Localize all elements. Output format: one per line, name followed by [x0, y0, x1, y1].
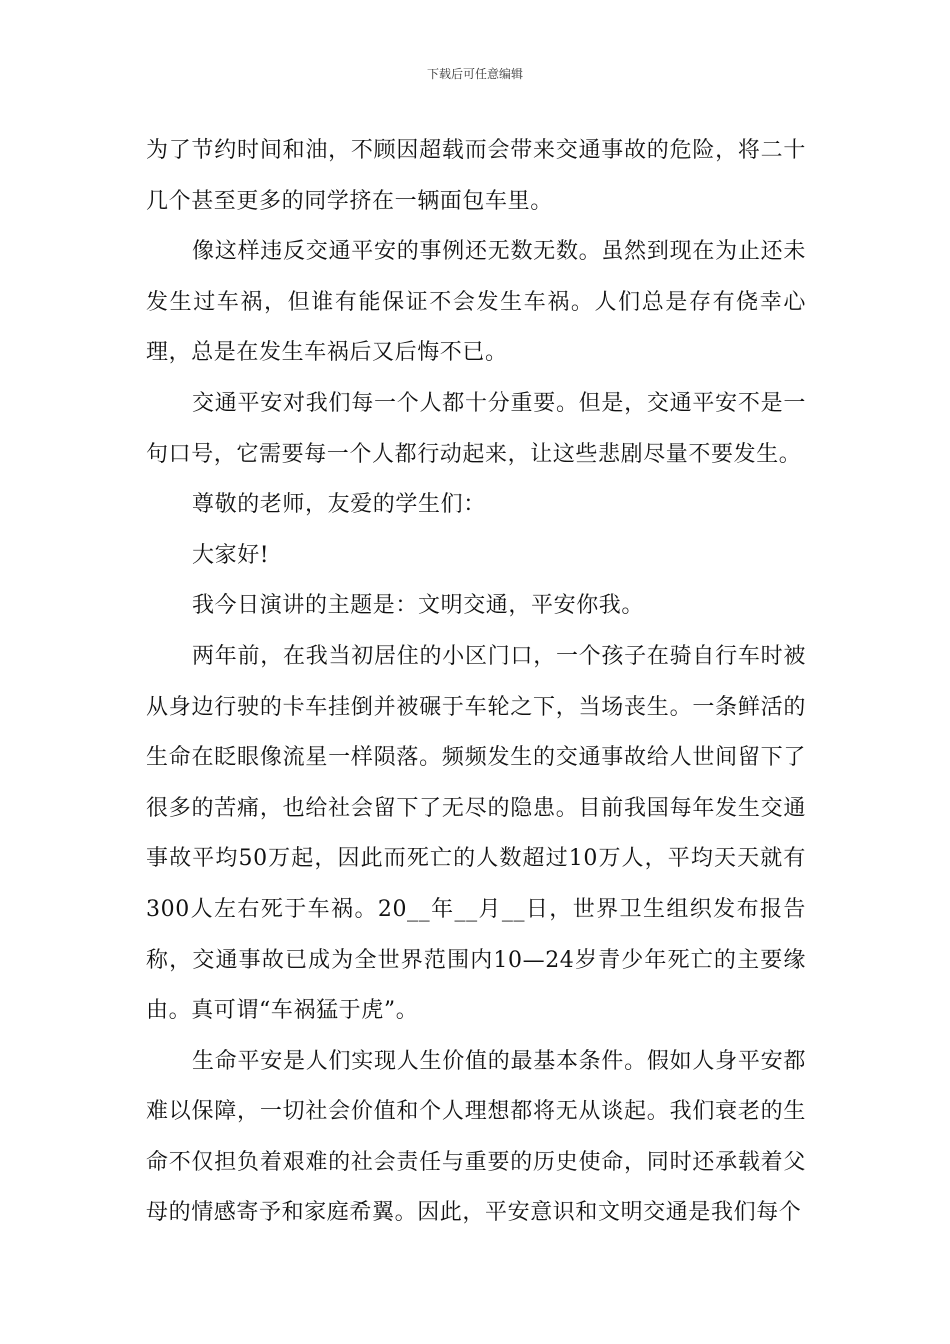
paragraph-topic: 我今日演讲的主题是：文明交通，平安你我。	[192, 593, 645, 619]
paragraph-8: 生命平安是人们实现人生价值的最基本条件。假如人身平安都难以保障，一切社会价值和个人理想都将无从谈起。我们衰老的生命不仅担负着艰难的社会责任与重要的历史使命，同时还承载着父母的情感寄予和家庭希翼。因此，平安意识和文明交通是我们每个	[146, 1048, 806, 1226]
document-body	[146, 126, 806, 1239]
page-header: 下载后可任意编辑	[426, 67, 523, 81]
paragraph-greeting: 大家好!	[192, 542, 270, 568]
paragraph-3: 交通平安对我们每一个人都十分重要。但是，交通平安不是一句口号，它需要每一个人都行动起来，让这些悲剧尽量不要发生。	[146, 390, 806, 467]
paragraph-salutation: 尊敬的老师，友爱的学生们：	[192, 492, 486, 518]
paragraph-7: 两年前，在我当初居住的小区门口，一个孩子在骑自行车时被从身边行驶的卡车挂倒并被碾于车轮之下，当场丧生。一条鲜活的生命在眨眼像流星一样陨落。频频发生的交通事故给人世间留下了很多的苦痛，也给社会留下了无尽的隐患。目前我国每年发生交通事故平均50万起，因此而死亡的人数超过10万人，平均天天就有300人左右死于车祸。20__年__月__日，世界卫生组织发布报告称，交通事故已成为全世界范围内10—24岁青少年死亡的主要缘由。真可谓“车祸猛于虎”。	[146, 643, 806, 1024]
paragraph-1: 为了节约时间和油，不顾因超载而会带来交通事故的危险，将二十几个甚至更多的同学挤在一辆面包车里。	[146, 138, 806, 214]
paragraph-2: 像这样违反交通平安的事例还无数无数。虽然到现在为止还未发生过车祸，但谁有能保证不会发生车祸。人们总是存有侥幸心理，总是在发生车祸后又后悔不已。	[146, 239, 806, 366]
